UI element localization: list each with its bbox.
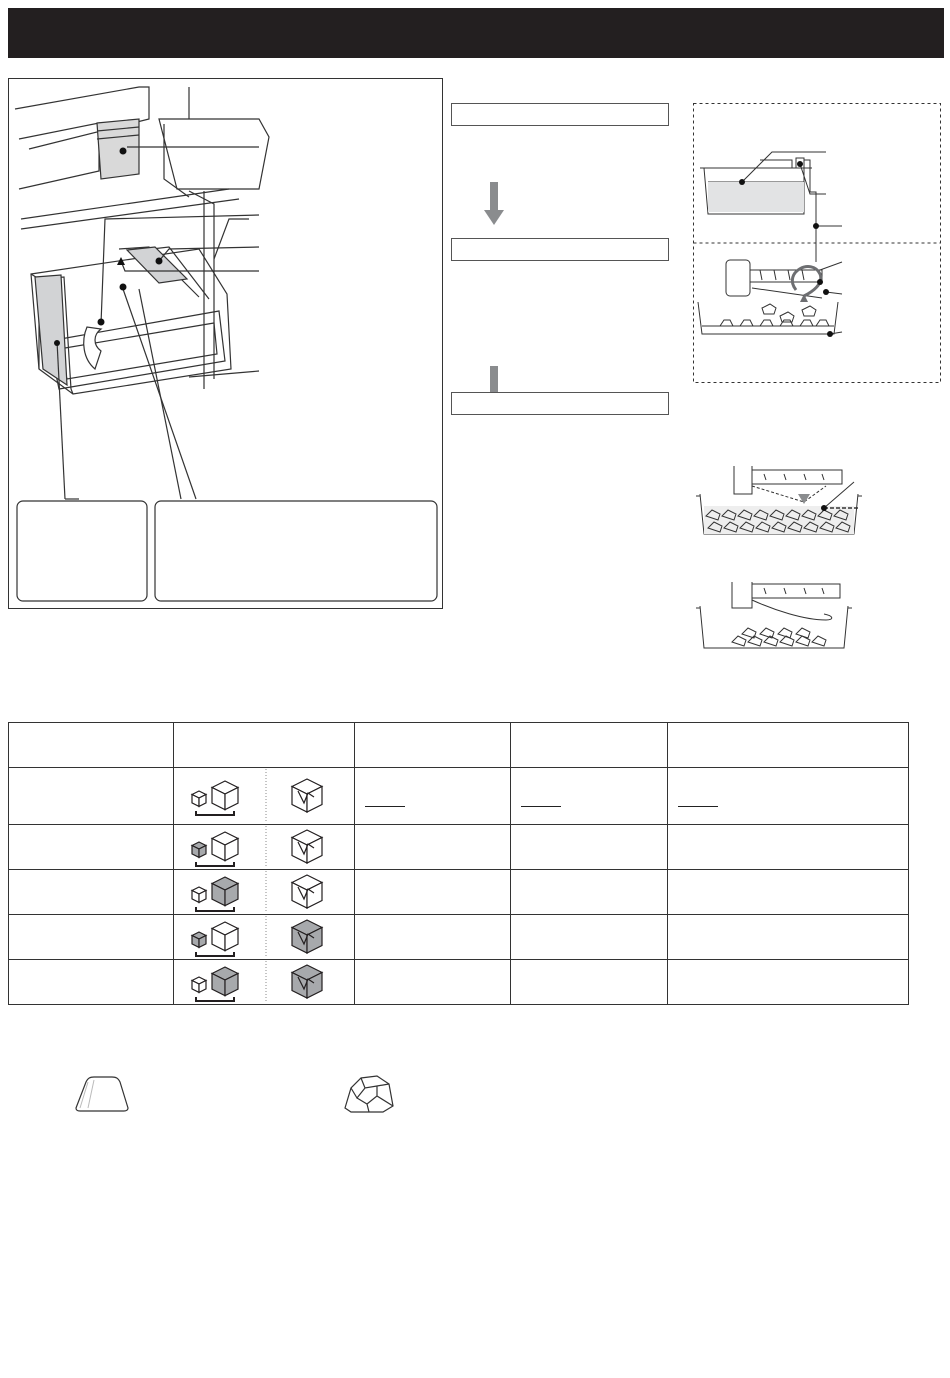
row-label (9, 870, 174, 915)
flow-step-2 (451, 238, 669, 261)
ice-bin-illustration (8, 78, 443, 609)
table-cell (511, 768, 668, 825)
bin-empty-diagram (694, 580, 864, 652)
table-row (9, 825, 909, 870)
table-cell (511, 870, 668, 915)
ice-type-table (8, 722, 908, 1004)
large-cube-icon (212, 967, 238, 996)
table-cell (355, 768, 511, 825)
ice-cube-icons (174, 768, 355, 825)
smooth-ice-shape-icon (74, 1074, 130, 1117)
small-cube-icon (192, 887, 206, 902)
bracket-icon (196, 811, 234, 815)
ice-cube-pattern (174, 769, 354, 823)
table-cell (511, 960, 668, 1005)
table-header (668, 723, 909, 768)
ice-cube-pattern (174, 871, 354, 913)
irregular-ice-shape-icon (343, 1074, 395, 1119)
flow-step-1 (451, 103, 669, 126)
crushed-cube-icon (292, 875, 322, 908)
table-cell (355, 960, 511, 1005)
table-header (9, 723, 174, 768)
ice-cube-pattern (174, 826, 354, 868)
row-label (9, 825, 174, 870)
bin-full-diagram (694, 460, 874, 540)
row-label (9, 768, 174, 825)
table-row (9, 870, 909, 915)
ice-cube-icons (174, 825, 355, 870)
small-cube-icon (192, 977, 206, 992)
small-cube-icon (192, 842, 206, 857)
table-cell (355, 915, 511, 960)
small-cube-icon (192, 791, 206, 806)
underline-mark (365, 806, 405, 807)
table-header (174, 723, 355, 768)
ice-maker-drawing (692, 102, 942, 384)
table-row (9, 768, 909, 825)
table-cell (511, 825, 668, 870)
ice-bin-drawing (9, 79, 443, 609)
row-label (9, 960, 174, 1005)
ice-maker-process-diagram (692, 102, 942, 384)
bracket-icon (196, 952, 234, 956)
large-cube-icon (212, 922, 238, 951)
table-row (9, 960, 909, 1005)
table-cell (668, 915, 909, 960)
table-cell (668, 825, 909, 870)
underline-mark (521, 806, 561, 807)
row-label (9, 915, 174, 960)
bracket-icon (196, 907, 234, 911)
large-cube-icon (212, 781, 238, 810)
table-cell (511, 915, 668, 960)
large-cube-icon (212, 832, 238, 861)
table-header (511, 723, 668, 768)
bracket-icon (196, 997, 234, 1001)
bracket-icon (196, 862, 234, 866)
large-cube-icon (212, 877, 238, 906)
header-bar (8, 8, 944, 58)
bin-empty-drawing (694, 580, 864, 652)
table-cell (355, 825, 511, 870)
flow-step-3 (451, 392, 669, 415)
table-cell (668, 870, 909, 915)
bin-full-drawing (694, 460, 874, 540)
table-header (355, 723, 511, 768)
table-header-row (9, 723, 909, 768)
ice-cube-icons (174, 960, 355, 1005)
crushed-cube-icon (292, 965, 322, 998)
small-cube-icon (192, 932, 206, 947)
crushed-cube-icon (292, 779, 322, 812)
crushed-cube-icon (292, 830, 322, 863)
underline-mark (678, 806, 718, 807)
table-cell (668, 960, 909, 1005)
table-cell (668, 768, 909, 825)
down-arrow-icon (483, 182, 505, 226)
ice-cube-icons (174, 915, 355, 960)
ice-cube-pattern (174, 916, 354, 958)
table-row (9, 915, 909, 960)
table-cell (355, 870, 511, 915)
crushed-cube-icon (292, 920, 322, 953)
ice-cube-icons (174, 870, 355, 915)
ice-cube-pattern (174, 961, 354, 1003)
